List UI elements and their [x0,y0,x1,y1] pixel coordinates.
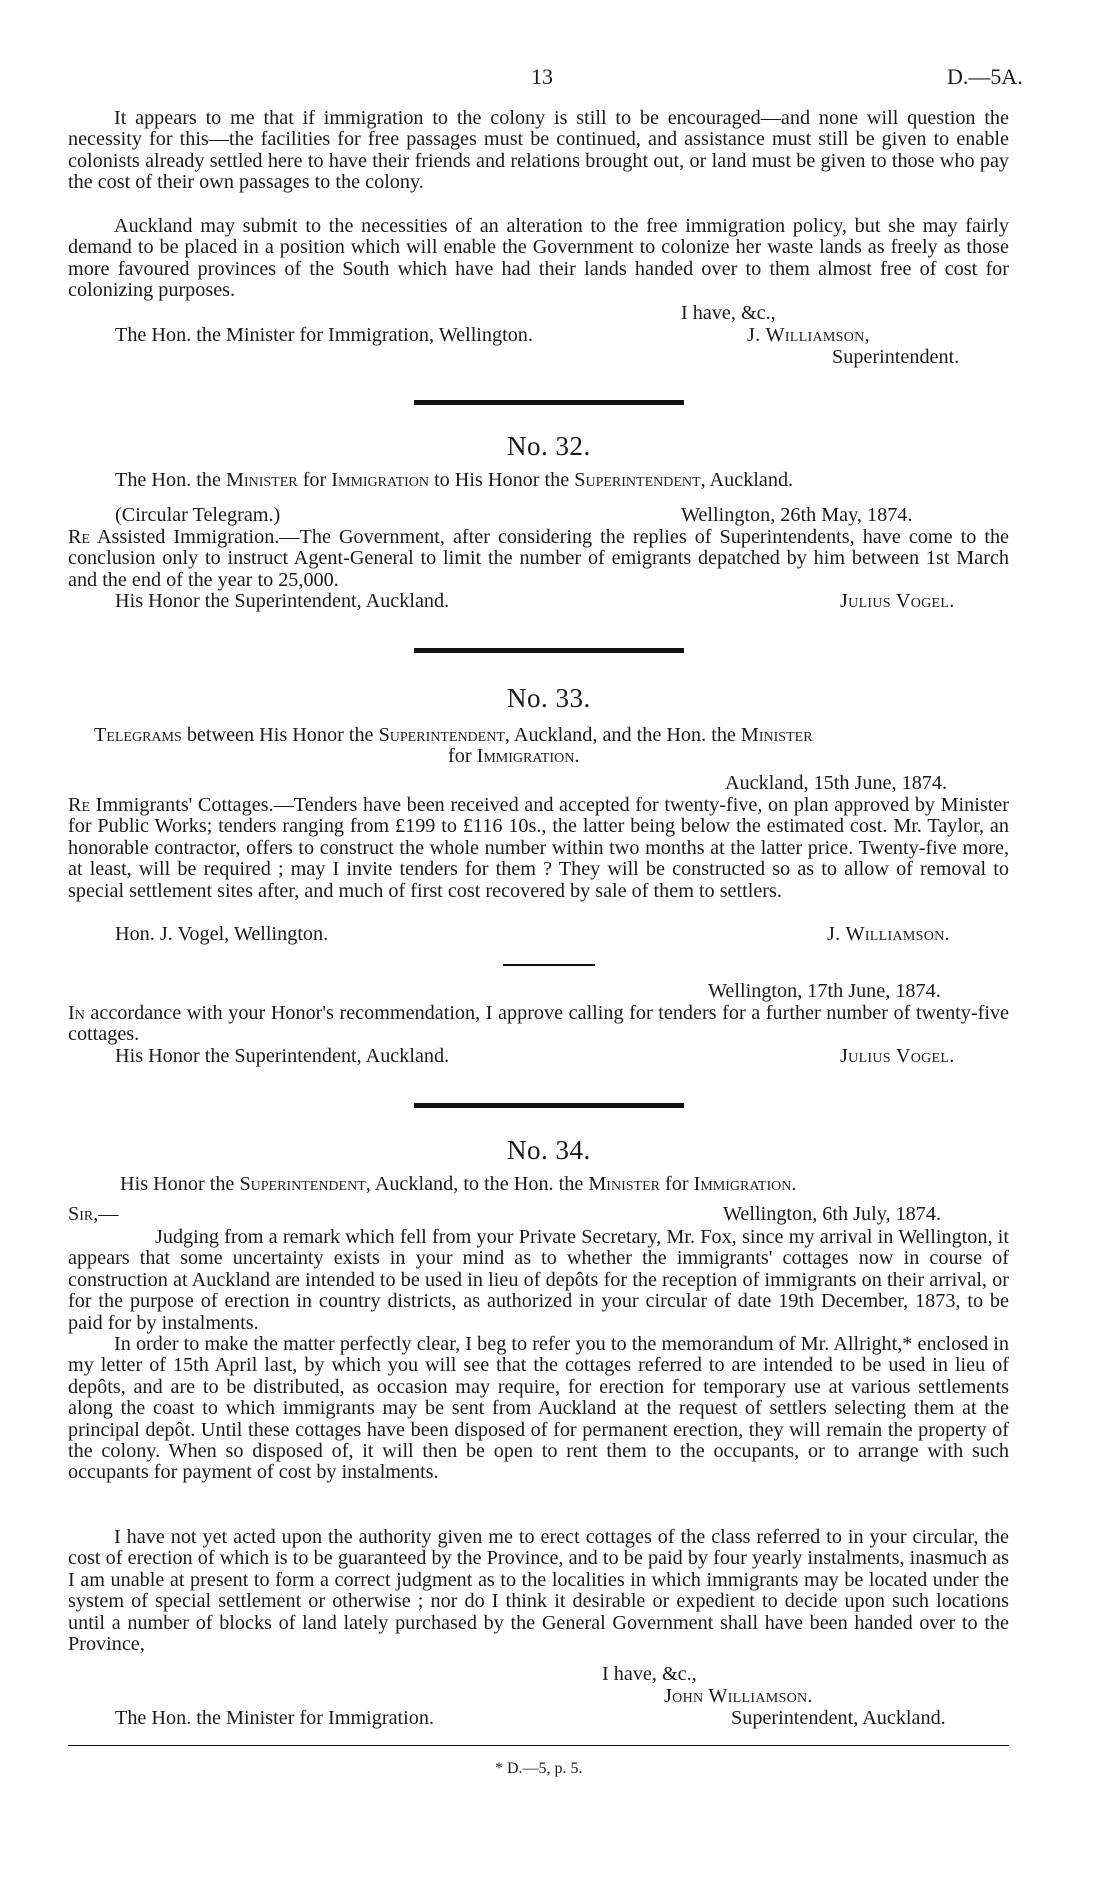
no32-re-lead: Re [68,526,91,548]
no33-body1-text: Immigrants' Cottages.—Tenders have been received and accepted for twenty-five, on plan approved by Minister for Public Works; tenders ranging from £199 to £116 10s., the latter being below the estimated cost. Mr. Taylor, an honorable contractor, offers to construct the whole number within two months at the latter price. Twenty-five more, at least, will be required ; may I invite tenders for them ? They will be constructed so as to allow of removal to special settlement sites after, and much of first cost recovered by sale of them to settlers. [68,794,1009,902]
no32-subheading-superintendent: Superintendent [574,469,701,491]
no32-body [68,527,1009,591]
no32-subheading-mid2: to His Honor the [429,469,575,491]
no32-subheading-minister: Minister [226,469,298,491]
section-divider [414,1103,684,1108]
no34-paragraph-2: In order to make the matter perfectly clear, I beg to refer you to the memorandum of Mr. Allright,* enclosed in my letter of 15th April last, by which you will see that the cottages referred to are intended to be used in lieu of depôts, and are to be distributed, as occasion may require, for erection for temporary use at various settlements along the coast to which immigrants may be sent from Auckland at the request of settlers selecting them at the principal depôt. Until these cottages have been disposed of for permanent erection, they will remain the property of the colony. When so disposed of, it will then be open to rent them to the occupants, or to arrange with such occupants for payment of cost by instalments. [68,1333,1009,1484]
no33-signature1: J. Williamson. [827,923,950,945]
no34-subheading-pre: His Honor the [120,1173,240,1195]
page-number: 13 [531,64,553,89]
intro-paragraph-2: Auckland may submit to the necessities of an alteration to the free immigration policy, but she may fairly demand to be placed in a position which will enable the Government to colonize her waste lands as freely as those more favoured provinces of the South which have had their lands handed over to them almost free of cost for colonizing purposes. [68,215,1009,302]
no33-addressee2: His Honor the Superintendent, Auckland. [115,1045,450,1067]
no33-signature2: Julius Vogel. [840,1045,955,1067]
no32-subheading-immigration: Immigration [331,469,430,491]
no32-note: (Circular Telegram.) [115,504,281,526]
no33-subheading-mid: between His Honor the [181,724,379,746]
no34-signature-name: John Williamson. [664,1685,813,1707]
section-divider [414,648,684,653]
no32-signature: Julius Vogel. [840,590,955,612]
intro-signature-title: Superintendent. [832,346,960,368]
document-reference: D.—5A. [947,64,1023,89]
no34-closing: I have, &c., [602,1663,697,1685]
intro-paragraph-1: It appears to me that if immigration to the colony is still to be encouraged—and none will question the necessity for this—the facilities for free passages must be continued, and assistance must still be given to enable colonists already settled here to have their friends and relations brought out, or land must be given to those who pay the cost of their own passages to the colony. [68,107,1009,194]
no32-subheading-pre: The Hon. the [115,469,227,491]
no33-subheading-superintendent: Superintendent [378,724,505,746]
telegram-divider [503,964,595,966]
no34-heading: No. 34. [507,1135,591,1165]
footnote-rule [68,1745,1009,1746]
section-divider [414,400,684,405]
intro-addressee: The Hon. the Minister for Immigration, Wellington. [115,324,533,346]
footnote: * D.—5, p. 5. [495,1760,583,1777]
no34-subheading-mid2: for [659,1173,694,1195]
no34-subheading-post: . [791,1173,797,1195]
no32-subheading-mid: for [297,469,332,491]
no33-subheading-for: for [448,745,477,767]
no34-paragraph-1: Judging from a remark which fell from your Private Secretary, Mr. Fox, since my arrival in Wellington, it appears that some uncertainty exists in your mind as to whether the immigrants' cottages now in course of construction at Auckland are intended to be used in lieu of depôts for the reception of immigrants on their arrival, or for the purpose of erection in country districts, as authorized in your circular of date 19th December, 1873, to be paid for by instalments. [68,1226,1009,1334]
no34-subheading [120,1174,796,1195]
no34-signature-title: Superintendent, Auckland. [731,1707,946,1729]
no32-subheading-post: , Auckland. [700,469,794,491]
no32-addressee: His Honor the Superintendent, Auckland. [115,590,450,612]
no33-date2: Wellington, 17th June, 1874. [708,980,941,1002]
no33-heading: No. 33. [507,683,591,713]
no34-date: Wellington, 6th July, 1874. [723,1203,941,1225]
no33-subheading-telegrams: Telegrams [94,724,182,746]
no32-subheading [115,470,793,491]
no33-re-lead: Re [68,794,91,816]
no33-subheading-mid2: , Auckland, and the Hon. the [504,724,741,746]
no34-salutation: Sir,— [68,1203,119,1225]
no34-subheading-superintendent: Superintendent [239,1173,366,1195]
no34-addressee: The Hon. the Minister for Immigration. [115,1707,435,1729]
no32-body-text: Assisted Immigration.—The Government, after considering the replies of Superintendents, have come to the conclusion only to instruct Agent-General to limit the number of emigrants depatched by him between 1st March and the end of the year to 25,000. [68,526,1009,591]
intro-closing: I have, &c., [681,302,776,324]
no34-subheading-immigration: Immigration [693,1173,792,1195]
no33-addressee1: Hon. J. Vogel, Wellington. [115,923,329,945]
no32-heading: No. 32. [507,431,591,461]
no33-subheading-immigration: Immigration [476,745,575,767]
no33-body1 [68,795,1009,902]
no33-subheading-line2 [448,746,579,767]
no33-body2 [68,1003,1009,1046]
no32-date: Wellington, 26th May, 1874. [681,504,913,526]
no34-subheading-minister: Minister [588,1173,660,1195]
no34-paragraph-3: I have not yet acted upon the authority given me to erect cottages of the class referred to in your circular, the cost of erection of which is to be guaranteed by the Province, and to be paid by four yearly instalments, inasmuch as I am unable at present to form a correct judgment as to the localities in which immigrants may be located under the system of special settlement or otherwise ; nor do I think it desirable or expedient to decide upon such locations until a number of blocks of land lately purchased by the General Government shall have been handed over to the Province, [68,1526,1009,1656]
intro-signature-name: J. Williamson, [747,324,870,346]
no33-subheading-post: . [574,745,580,767]
no33-subheading-line1 [94,725,813,746]
no33-body2-text: accordance with your Honor's recommendation, I approve calling for tenders for a further number of twenty-five cottages. [68,1002,1009,1046]
no34-subheading-mid: , Auckland, to the Hon. the [365,1173,589,1195]
no33-subheading-minister: Minister [740,724,813,746]
no33-date1: Auckland, 15th June, 1874. [725,772,948,794]
no33-in-lead: In [68,1002,85,1024]
